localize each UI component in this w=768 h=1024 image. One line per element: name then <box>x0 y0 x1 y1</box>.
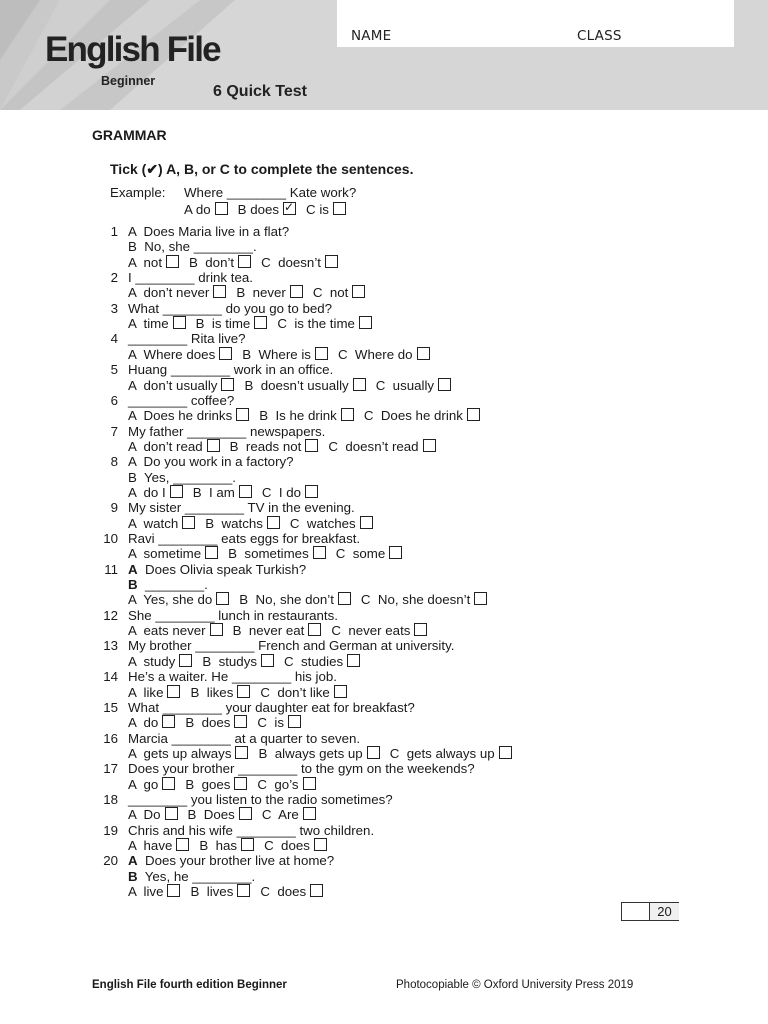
question-number: 6 <box>110 392 118 408</box>
answer-checkbox[interactable] <box>310 884 323 897</box>
answer-option <box>128 285 226 300</box>
logo-subtitle: Beginner <box>101 74 156 88</box>
question-text: ________ you listen to the radio sometimes? <box>128 791 393 807</box>
answer-options <box>128 347 440 362</box>
answer-option-label: C does <box>264 838 310 853</box>
answer-checkbox[interactable] <box>237 884 250 897</box>
question-line <box>128 500 355 515</box>
answer-option-label: B never eat <box>232 623 305 639</box>
answer-checkbox[interactable] <box>315 347 328 360</box>
answer-option <box>128 592 229 607</box>
answer-option <box>364 408 480 423</box>
answer-option-label: A do <box>128 715 159 731</box>
answer-option <box>202 654 274 669</box>
question-number: 7 <box>110 423 118 439</box>
answer-checkbox[interactable] <box>359 316 372 329</box>
answer-option <box>128 439 220 454</box>
question-number: 16 <box>103 730 118 746</box>
answer-option <box>376 378 451 393</box>
answer-checkbox[interactable] <box>241 838 254 851</box>
section-heading: GRAMMAR <box>92 127 167 143</box>
answer-option-label: C gets always up <box>389 745 495 761</box>
answer-option-label: A have <box>128 838 173 853</box>
answer-option <box>190 685 250 700</box>
question-number: 4 <box>110 331 118 347</box>
answer-checkbox[interactable] <box>167 884 180 897</box>
answer-checkbox[interactable] <box>283 202 296 215</box>
question-number: 13 <box>103 638 118 654</box>
question-number: 3 <box>110 300 118 316</box>
answer-option <box>128 777 175 792</box>
question-text: ________ coffee? <box>128 392 235 408</box>
answer-option <box>128 485 183 500</box>
answer-option <box>188 807 252 822</box>
question-text: What ________ do you go to bed? <box>128 300 333 316</box>
answer-option-label: B Is he drink <box>259 408 337 424</box>
question-line <box>128 853 334 868</box>
answer-options <box>128 884 333 899</box>
question-text: My sister ________ TV in the evening. <box>128 500 355 516</box>
example-options <box>184 202 356 217</box>
answer-options <box>128 623 437 638</box>
answer-checkbox[interactable] <box>210 623 223 636</box>
example-label: Example: <box>110 185 166 200</box>
answer-option <box>244 378 365 393</box>
question-text: Does Olivia speak Turkish? <box>137 561 307 577</box>
answer-options <box>128 546 412 561</box>
answer-option-label: A Where does <box>128 346 216 362</box>
score-total: 20 <box>649 903 679 920</box>
question-text: I ________ drink tea. <box>128 270 253 286</box>
answer-checkbox[interactable] <box>423 439 436 452</box>
answer-option <box>390 746 512 761</box>
question-text: B Yes, ________. <box>128 469 236 485</box>
answer-option-label: A study <box>128 653 176 669</box>
answer-checkbox[interactable] <box>235 746 248 759</box>
answer-options <box>128 777 326 792</box>
answer-option <box>361 592 487 607</box>
answer-option <box>128 654 192 669</box>
answer-checkbox[interactable] <box>173 316 186 329</box>
question-text: ________. <box>137 577 208 593</box>
question-number: 8 <box>110 454 118 470</box>
answer-checkbox[interactable] <box>341 408 354 421</box>
answer-option-label: C is the time <box>277 316 355 332</box>
answer-option <box>239 592 351 607</box>
question-text: Does your brother live at home? <box>137 853 335 869</box>
answer-option <box>128 715 175 730</box>
answer-option-label: B has <box>199 838 238 853</box>
question-text: B No, she ________. <box>128 239 257 255</box>
answer-checkbox[interactable] <box>308 623 321 636</box>
answer-checkbox[interactable] <box>303 777 316 790</box>
answer-options <box>128 838 337 853</box>
question-line <box>128 470 236 485</box>
question-number: 2 <box>110 270 118 286</box>
answer-option-label: B studys <box>202 653 257 669</box>
answer-option-label: B sometimes <box>228 546 309 562</box>
footer-edition: English File fourth edition Beginner <box>92 979 287 991</box>
question-line <box>128 700 415 715</box>
question-number: 15 <box>103 699 118 715</box>
answer-option <box>196 316 268 331</box>
answer-options <box>128 378 461 393</box>
answer-options <box>128 485 328 500</box>
question-number: 1 <box>110 224 118 239</box>
answer-checkbox[interactable] <box>238 255 251 268</box>
question-text: Huang ________ work in an office. <box>128 362 334 378</box>
example-option-label: C is <box>306 202 329 217</box>
answer-option <box>128 408 249 423</box>
answer-checkbox[interactable] <box>219 347 232 360</box>
answer-option <box>258 746 379 761</box>
answer-option <box>205 516 280 531</box>
answer-option <box>260 884 323 899</box>
question-number: 17 <box>103 761 118 777</box>
question-number: 20 <box>103 853 118 869</box>
question-line <box>128 531 360 546</box>
answer-options <box>128 516 383 531</box>
question-text: Marcia ________ at a quarter to seven. <box>128 730 361 746</box>
question-text: My brother ________ French and German at university. <box>128 638 455 654</box>
question-number: 19 <box>103 822 118 838</box>
speaker-label: A <box>128 853 138 869</box>
answer-checkbox[interactable] <box>239 485 252 498</box>
question-text: ________ Rita live? <box>128 331 246 347</box>
answer-checkbox[interactable] <box>166 255 179 268</box>
question-line <box>128 608 338 623</box>
answer-checkbox[interactable] <box>360 516 373 529</box>
answer-option <box>185 715 247 730</box>
answer-option <box>336 546 403 561</box>
question-line <box>128 239 257 254</box>
answer-checkbox[interactable] <box>170 485 183 498</box>
answer-option-label: C Are <box>261 807 299 823</box>
answer-option-label: C some <box>335 546 386 562</box>
answer-options <box>128 654 370 669</box>
answer-option-label: B lives <box>190 884 234 900</box>
question-line <box>128 669 337 684</box>
answer-option-label: A Yes, she do <box>128 592 213 608</box>
class-field-label[interactable]: CLASS <box>577 28 622 44</box>
question-text: My father ________ newspapers. <box>128 423 326 439</box>
answer-option <box>233 623 322 638</box>
answer-option-label: A gets up always <box>128 745 232 761</box>
answer-option-label: B likes <box>190 684 234 700</box>
example-option-label: A do <box>184 202 211 217</box>
question-text: She ________ lunch in restaurants. <box>128 607 338 623</box>
answer-option-label: A don’t never <box>128 285 210 301</box>
answer-checkbox[interactable] <box>239 807 252 820</box>
answer-option-label: A don’t read <box>128 438 203 454</box>
answer-option-label: B watchs <box>205 515 263 531</box>
answer-checkbox[interactable] <box>414 623 427 636</box>
question-line <box>128 362 333 377</box>
answer-checkbox[interactable] <box>261 654 274 667</box>
answer-options <box>128 316 382 331</box>
question-text: Ravi ________ eats eggs for breakfast. <box>128 531 361 546</box>
answer-options <box>128 285 375 300</box>
answer-checkbox[interactable] <box>467 408 480 421</box>
answer-checkbox[interactable] <box>352 285 365 298</box>
answer-option-label: B doesn’t usually <box>244 377 349 393</box>
answer-option-label: B always gets up <box>258 745 363 761</box>
answer-checkbox[interactable] <box>165 807 178 820</box>
answer-option-label: B is time <box>195 316 251 332</box>
answer-checkbox[interactable] <box>334 685 347 698</box>
answer-checkbox[interactable] <box>474 592 487 605</box>
answer-options <box>128 439 446 454</box>
answer-checkbox[interactable] <box>305 439 318 452</box>
question-number: 14 <box>103 669 118 685</box>
answer-options <box>128 746 522 761</box>
answer-options <box>128 592 497 607</box>
answer-checkbox[interactable] <box>234 777 247 790</box>
answer-checkbox[interactable] <box>303 807 316 820</box>
logo-title: English File <box>45 30 220 69</box>
answer-option <box>128 347 232 362</box>
answer-checkbox[interactable] <box>438 378 451 391</box>
answer-option <box>128 316 186 331</box>
example-sentence: Where ________ Kate work? <box>184 185 357 200</box>
question-number: 12 <box>103 607 118 623</box>
answer-checkbox[interactable] <box>499 746 512 759</box>
answer-option-label: B does <box>185 715 231 731</box>
answer-checkbox[interactable] <box>216 592 229 605</box>
answer-option <box>260 685 346 700</box>
answer-option <box>128 378 234 393</box>
answer-option-label: C don’t like <box>260 684 330 700</box>
answer-option <box>284 654 360 669</box>
answer-option <box>277 316 372 331</box>
question-text: He’s a waiter. He ________ his job. <box>128 669 337 685</box>
test-title: 6 Quick Test <box>213 83 307 100</box>
answer-checkbox[interactable] <box>314 838 327 851</box>
answer-option-label: A Does he drinks <box>128 408 233 424</box>
answer-option-label: B don’t <box>189 254 235 270</box>
answer-option <box>236 285 303 300</box>
answer-checkbox[interactable] <box>389 546 402 559</box>
answer-option-label: B never <box>236 285 286 301</box>
question-line <box>128 577 208 592</box>
answer-checkbox[interactable] <box>236 408 249 421</box>
question-line <box>128 792 393 807</box>
question-number: 9 <box>110 500 118 516</box>
answer-option-label: C does <box>260 884 307 900</box>
answer-checkbox[interactable] <box>237 685 250 698</box>
answer-option-label: C I do <box>261 484 301 500</box>
answer-option <box>230 439 319 454</box>
answer-option-label: C doesn’t <box>261 254 321 270</box>
answer-options <box>128 255 348 270</box>
answer-checkbox[interactable] <box>254 316 267 329</box>
answer-option-label: B Does <box>187 807 235 823</box>
answer-option <box>190 884 250 899</box>
instruction-text: Tick (✔) A, B, or C to complete the sentences. <box>110 161 414 177</box>
question-text: Yes, he ________. <box>137 868 256 884</box>
answer-option <box>199 838 254 853</box>
footer-copyright: Photocopiable © Oxford University Press 2019 <box>396 979 634 991</box>
answer-option <box>257 715 301 730</box>
answer-checkbox[interactable] <box>215 202 228 215</box>
question-line <box>128 393 234 408</box>
answer-checkbox[interactable] <box>182 516 195 529</box>
question-line <box>128 761 475 776</box>
answer-option-label: C Where do <box>337 346 413 362</box>
answer-option <box>128 516 195 531</box>
answer-options <box>128 685 357 700</box>
answer-checkbox[interactable] <box>353 378 366 391</box>
page-header <box>0 0 768 110</box>
answer-option-label: A don’t usually <box>128 377 218 393</box>
answer-option-label: C Does he drink <box>363 408 463 424</box>
question-line <box>128 331 246 346</box>
answer-option <box>128 884 180 899</box>
question-text: A Do you work in a factory? <box>128 454 294 470</box>
answer-option-label: C never eats <box>331 623 411 639</box>
answer-checkbox[interactable] <box>417 347 430 360</box>
answer-option-label: C is <box>257 715 285 731</box>
question-line <box>128 270 253 285</box>
answer-option <box>128 685 180 700</box>
answer-checkbox[interactable] <box>205 546 218 559</box>
answer-option-label: C watches <box>289 515 356 531</box>
answer-option <box>257 777 315 792</box>
answer-option-label: A do I <box>128 484 166 500</box>
question-line <box>128 823 374 838</box>
answer-option <box>261 255 338 270</box>
answer-option-label: A time <box>128 316 169 332</box>
answer-option-label: C No, she doesn’t <box>360 592 471 608</box>
answer-option <box>290 516 373 531</box>
answer-options <box>128 807 326 822</box>
speaker-label: B <box>128 577 138 593</box>
example-option <box>184 202 228 217</box>
question-line <box>128 638 454 653</box>
answer-checkbox[interactable] <box>333 202 346 215</box>
answer-option-label: B I am <box>192 484 235 500</box>
answer-option <box>128 546 218 561</box>
answer-option <box>262 807 316 822</box>
answer-option <box>128 255 179 270</box>
question-number: 10 <box>103 531 118 546</box>
question-text: What ________ your daughter eat for breakfast? <box>128 699 415 715</box>
answer-option-label: B goes <box>185 776 231 792</box>
question-number: 18 <box>103 791 118 807</box>
answer-option-label: A eats never <box>128 623 206 639</box>
name-field-label[interactable]: NAME <box>351 28 392 44</box>
answer-checkbox[interactable] <box>162 715 175 728</box>
answer-checkbox[interactable] <box>179 654 192 667</box>
answer-option <box>259 408 354 423</box>
answer-option <box>128 838 189 853</box>
score-box <box>621 902 679 921</box>
answer-option <box>128 623 223 638</box>
answer-checkbox[interactable] <box>167 685 180 698</box>
answer-option <box>228 546 326 561</box>
answer-option <box>338 347 430 362</box>
answer-checkbox[interactable] <box>313 546 326 559</box>
example-option-label: B does <box>237 202 280 217</box>
answer-checkbox[interactable] <box>290 285 303 298</box>
answer-option <box>128 746 248 761</box>
answer-options <box>128 715 311 730</box>
answer-option <box>185 777 247 792</box>
answer-option-label: A Do <box>128 807 161 823</box>
name-class-box <box>337 0 734 47</box>
answer-option-label: A watch <box>128 515 179 531</box>
question-text: Does your brother ________ to the gym on the weekends? <box>128 761 475 777</box>
answer-checkbox[interactable] <box>267 516 280 529</box>
answer-option-label: B No, she don’t <box>239 592 334 608</box>
answer-option-label: C usually <box>375 377 435 393</box>
answer-options <box>128 408 490 423</box>
question-line <box>128 562 306 577</box>
answer-option-label: C studies <box>284 653 344 669</box>
speaker-label: B <box>128 868 138 884</box>
answer-option <box>264 838 327 853</box>
answer-option <box>193 485 252 500</box>
answer-option <box>331 623 427 638</box>
speaker-label: A <box>128 561 138 577</box>
answer-option <box>189 255 251 270</box>
answer-option <box>313 285 365 300</box>
answer-option-label: A live <box>128 884 164 900</box>
answer-option-label: C go’s <box>257 776 299 792</box>
answer-checkbox[interactable] <box>213 285 226 298</box>
answer-option-label: B reads not <box>229 438 302 454</box>
answer-checkbox[interactable] <box>207 439 220 452</box>
answer-option <box>242 347 328 362</box>
answer-option <box>128 807 178 822</box>
question-line <box>128 224 289 239</box>
example-option <box>238 202 296 217</box>
answer-checkbox[interactable] <box>325 255 338 268</box>
question-text: A Does Maria live in a flat? <box>128 224 290 239</box>
example-option <box>306 202 346 217</box>
answer-checkbox[interactable] <box>162 777 175 790</box>
answer-option <box>328 439 435 454</box>
question-number: 5 <box>110 362 118 378</box>
answer-checkbox[interactable] <box>367 746 380 759</box>
question-text: Chris and his wife ________ two children. <box>128 822 375 838</box>
question-line <box>128 454 294 469</box>
question-line <box>128 424 325 439</box>
answer-option-label: A go <box>128 776 159 792</box>
question-line <box>128 301 332 316</box>
answer-option <box>262 485 318 500</box>
answer-option-label: B Where is <box>242 346 311 362</box>
answer-checkbox[interactable] <box>221 378 234 391</box>
answer-option-label: C doesn’t read <box>328 438 419 454</box>
answer-checkbox[interactable] <box>347 654 360 667</box>
answer-checkbox[interactable] <box>288 715 301 728</box>
answer-option-label: C not <box>312 285 349 301</box>
question-line <box>128 869 255 884</box>
answer-checkbox[interactable] <box>338 592 351 605</box>
answer-option-label: A like <box>128 684 164 700</box>
answer-checkbox[interactable] <box>234 715 247 728</box>
answer-checkbox[interactable] <box>176 838 189 851</box>
question-line <box>128 731 360 746</box>
answer-checkbox[interactable] <box>305 485 318 498</box>
answer-option-label: A not <box>128 254 163 270</box>
answer-option-label: A sometime <box>128 546 202 562</box>
question-number: 11 <box>104 561 118 577</box>
